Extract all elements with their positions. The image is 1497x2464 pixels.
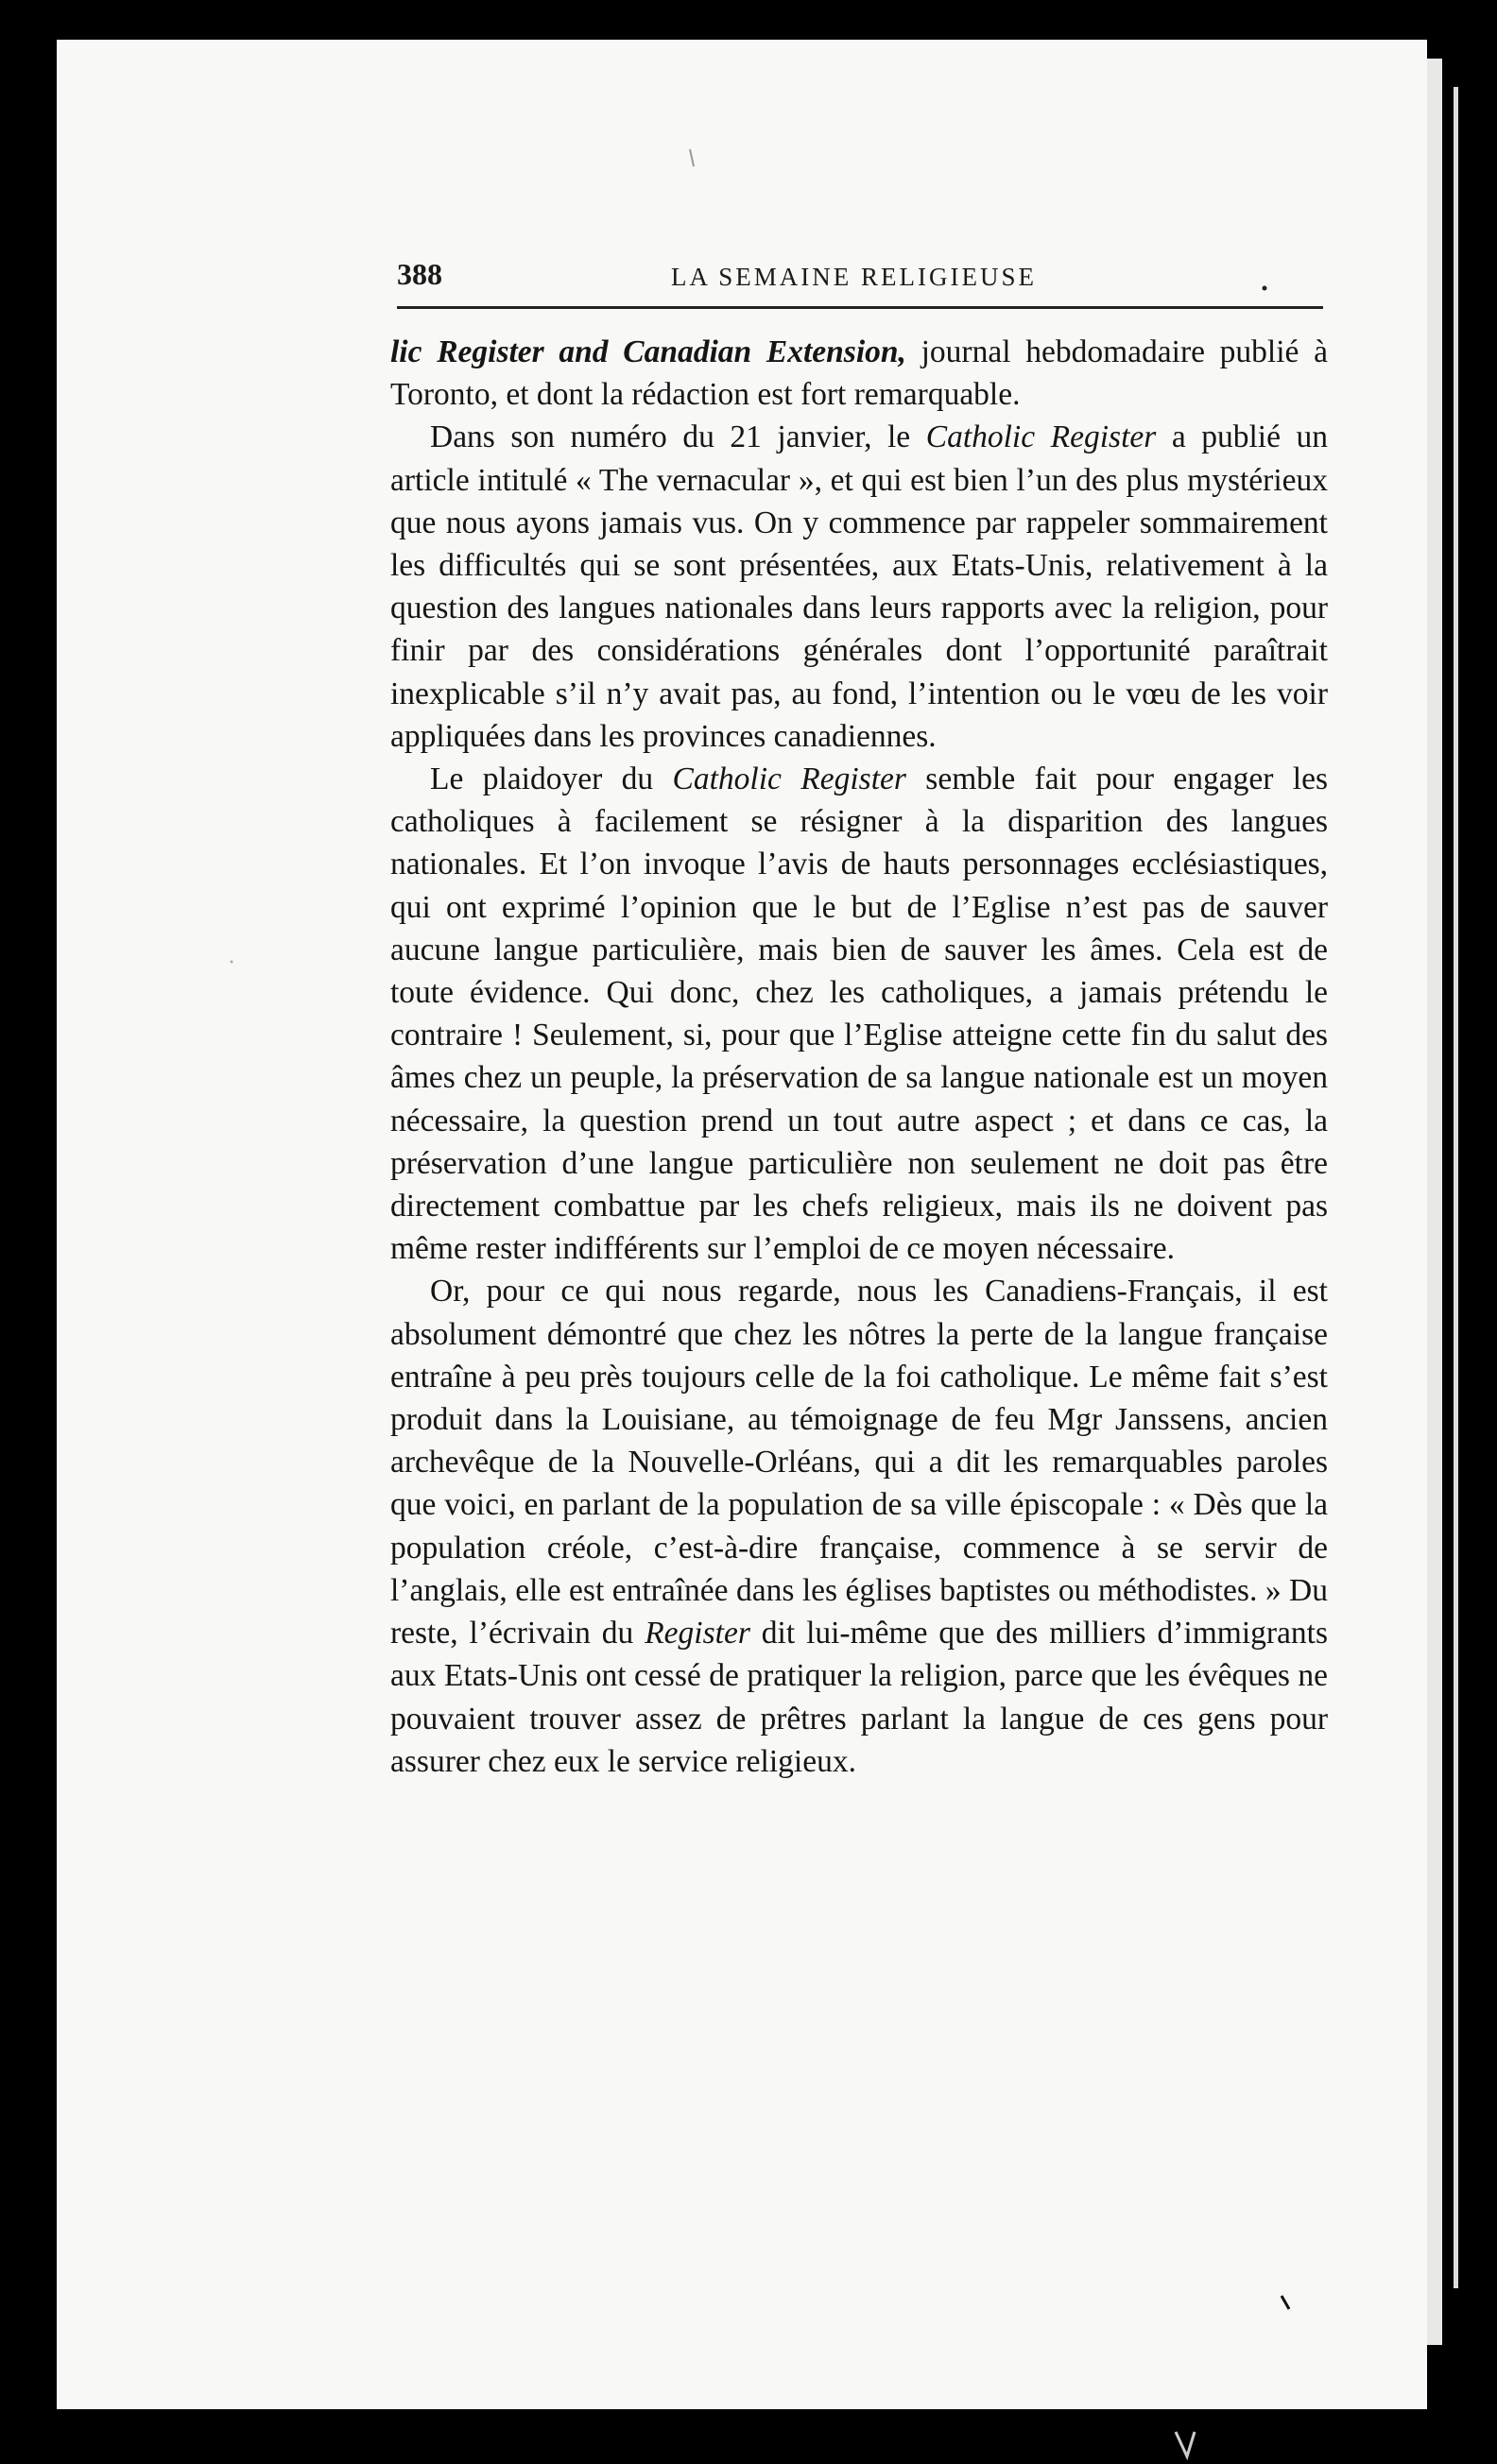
paragraph-continuation <box>390 331 1328 416</box>
page-edge <box>1427 59 1442 2345</box>
text-span: journal hebdomadaire publié à Toronto, et dont la rédaction est fort remarquable. <box>390 334 1328 413</box>
paragraph <box>390 416 1328 758</box>
text-span: dit lui-même que des milliers d’immigrants aux Etats-Unis ont cessé de pratiquer la religion, parce que les évêques ne pouvaient trouver assez de prêtres parlant la langue de ces gens pour assurer chez eux le service religieux. <box>390 1616 1328 1779</box>
paragraph <box>390 1270 1328 1782</box>
italic-title: lic Register and Canadian Extension, <box>390 334 906 369</box>
italic-title: Register <box>645 1616 750 1651</box>
text-span: a publié un article intitulé « The vernacular », et qui est bien l’un des plus mystérieux que nous ayons jamais vus. On y commence par rappeler sommairement les difficultés qui se sont présentées, aux Etats-Unis, relativement à la question des langues nationales dans leurs rapports avec la religion, pour finir par des considérations générales dont l’opportunité paraîtrait inexplicable s’il n’y avait pas, au fond, l’intention ou le vœu de les voir appliquées dans les provinces canadiennes. <box>390 419 1329 754</box>
running-head: LA SEMAINE RELIGIEUSE <box>671 263 1037 291</box>
text-span: Le plaidoyer du <box>430 761 673 797</box>
scan-speck <box>1176 2432 1195 2456</box>
italic-title: Catholic Register <box>672 761 906 797</box>
text-span: Dans son numéro du 21 janvier, le <box>430 419 926 455</box>
page-edge-strip <box>1454 87 1458 2288</box>
page-header <box>397 257 1323 304</box>
page-number: 388 <box>397 257 442 291</box>
text-span: semble fait pour engager les catholiques à facilement se résigner à la disparition des langues nationales. Et l’on invoque l’avis de hauts personnages ecclésiastiques, qui ont exprimé l’opinion que le but de l’Eglise n’est pas de sauver aucune langue particulière, mais bien de sauver les âmes. Cela est de toute évidence. Qui donc, chez les catholiques, a jamais prétendu le contraire ! Seulement, si, pour que l’Eglise atteigne cette fin du salut des âmes chez un peuple, la préservation de sa langue nationale est un moyen nécessaire, la question prend un tout autre aspect ; et dans ce cas, la préservation d’une langue particulière non seulement ne doit pas être directement combattue par les chefs religieux, mais ils ne doivent pas même rester indifférents sur l’emploi de ce moyen nécessaire. <box>390 761 1329 1267</box>
paragraph <box>390 758 1328 1270</box>
header-rule <box>397 306 1323 309</box>
text-span: Or, pour ce qui nous regarde, nous les Canadiens-Français, il est absolument démontré que chez les nôtres la perte de la langue française entraîne à peu près toujours celle de la foi catholique. Le même fait s’est produit dans la Louisiane, au témoignage de feu Mgr Janssens, ancien archevêque de la Nouvelle-Orléans, qui a dit les remarquables paroles que voici, en parlant de la population de sa ville épiscopale : « Dès que la population créole, c’est-à-dire française, commence à se servir de l’anglais, elle est entraînée dans les églises baptistes ou méthodistes. » Du reste, l’écrivain du <box>390 1274 1328 1651</box>
italic-title: Catholic Register <box>925 419 1157 455</box>
body-text <box>390 331 1328 1783</box>
